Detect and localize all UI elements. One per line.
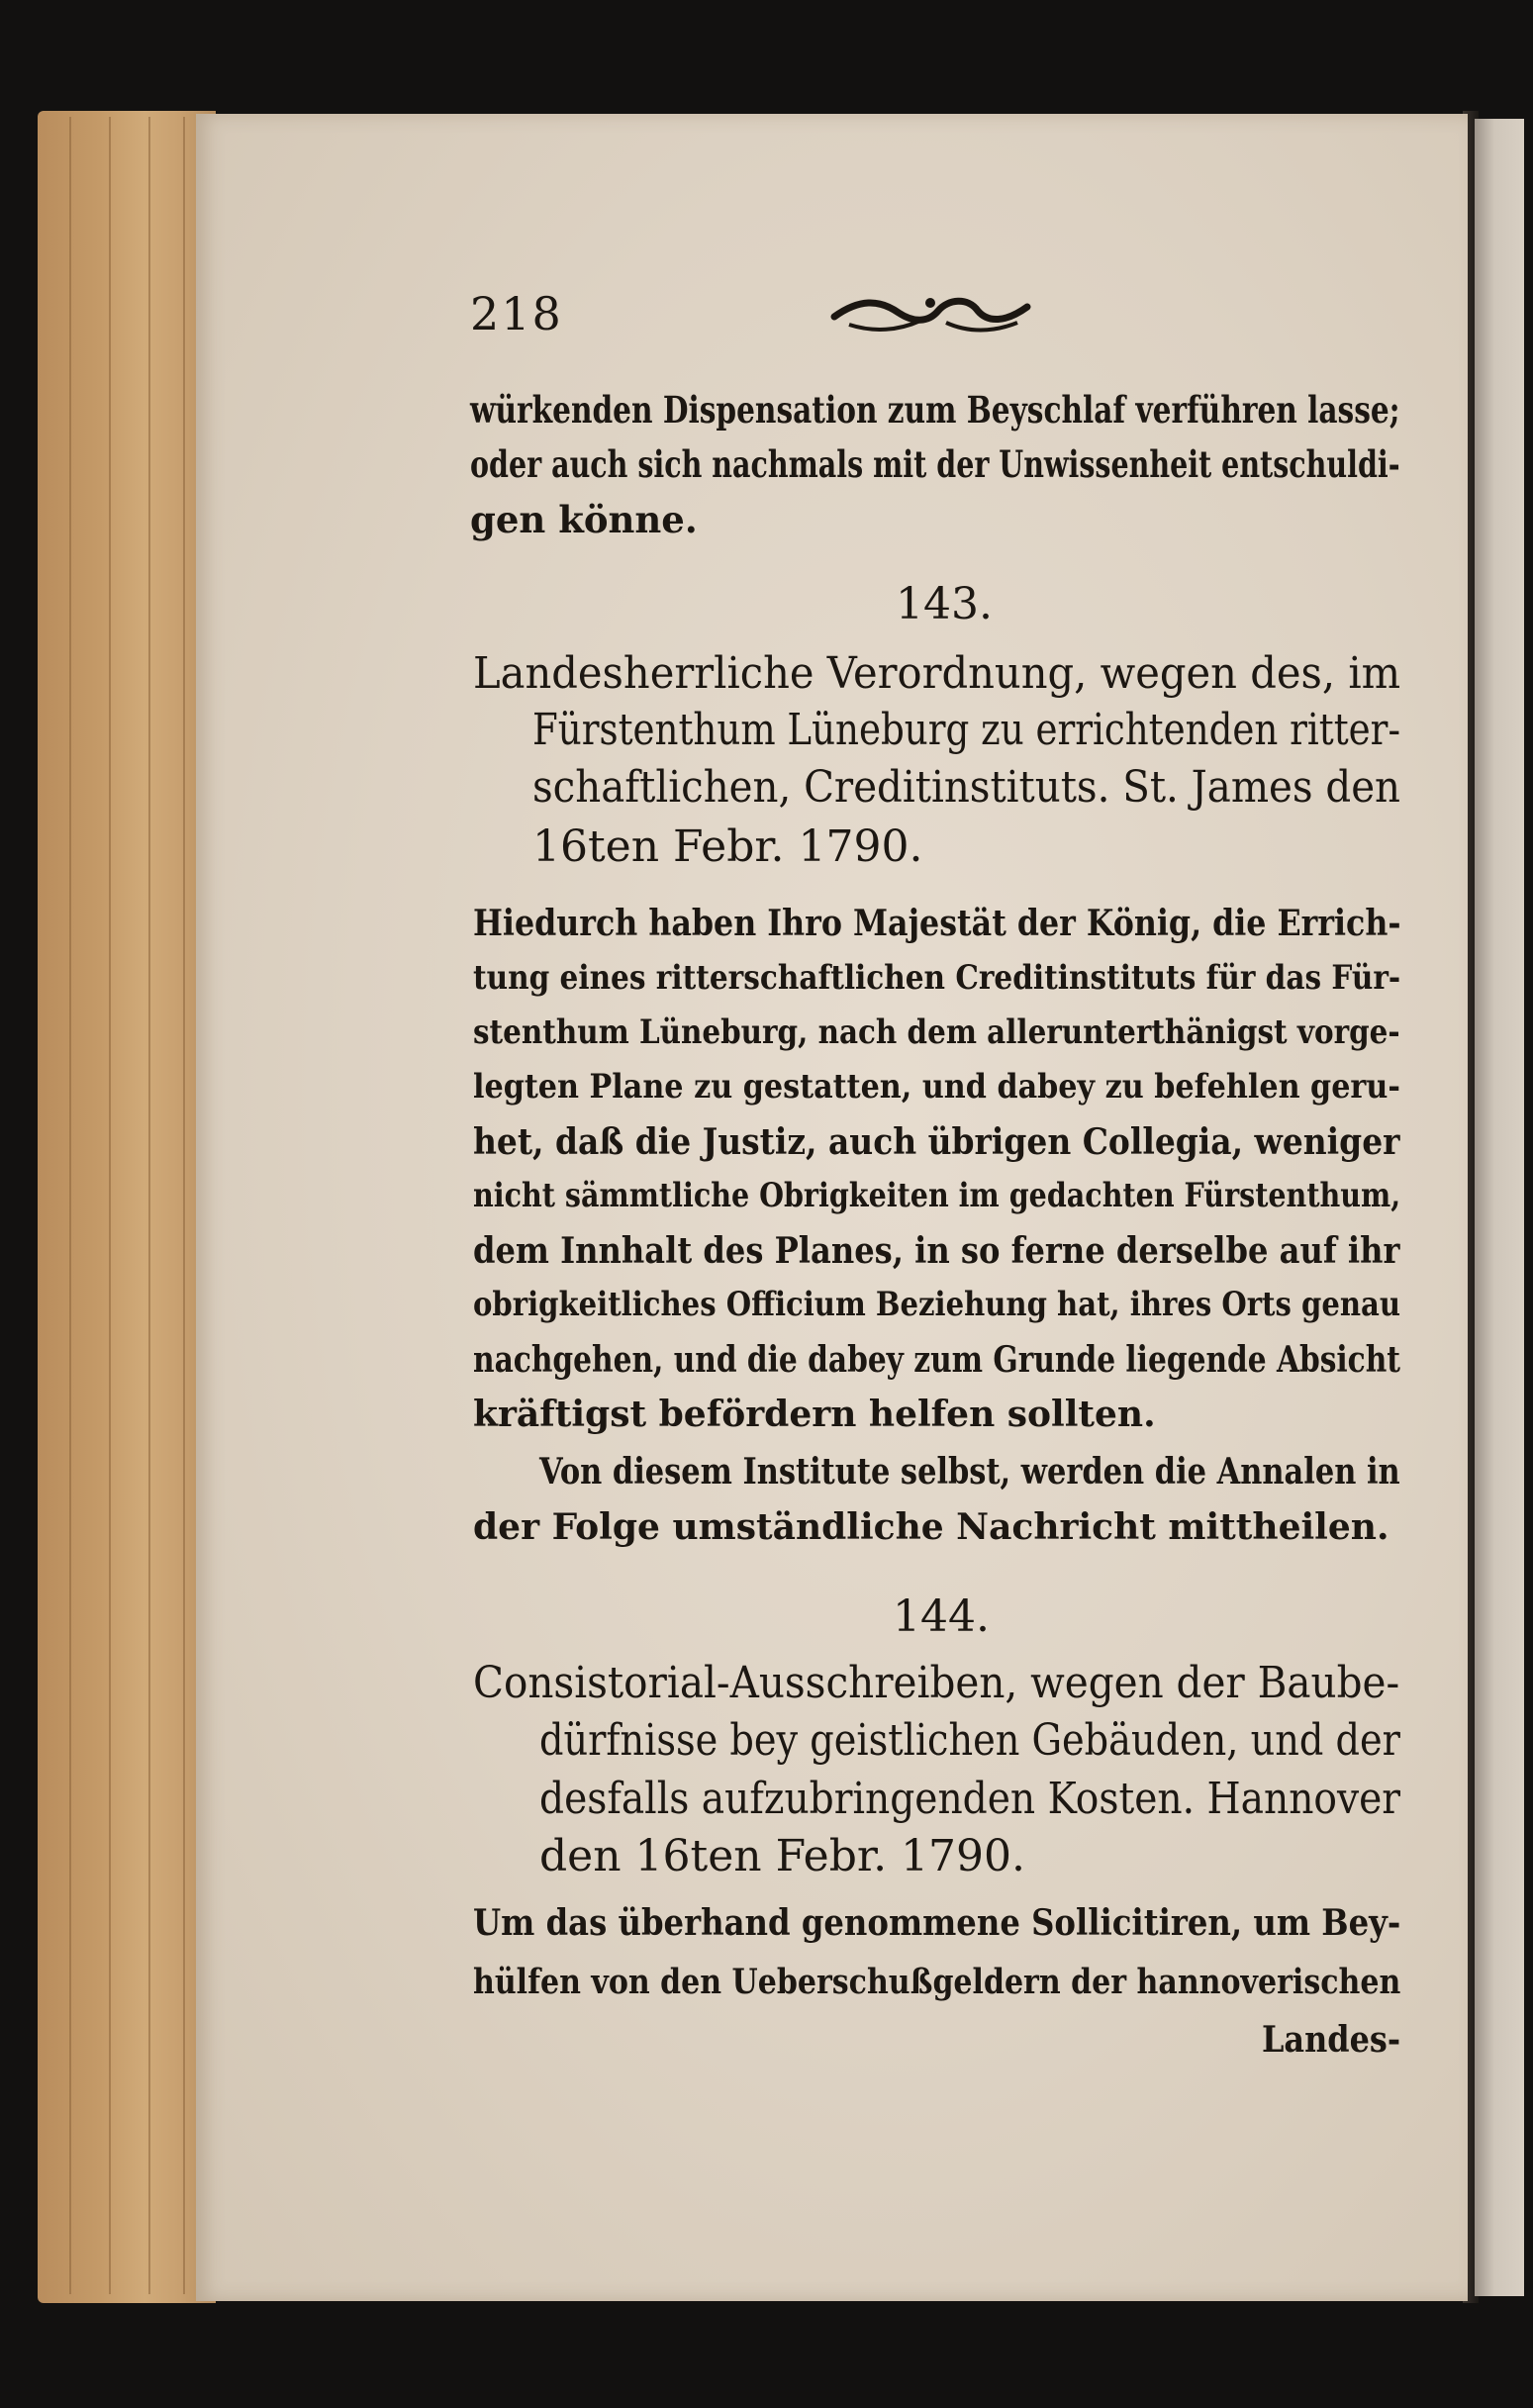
section-title-line: Consistorial-Ausschreiben, wegen der Baube-	[473, 1658, 1400, 1708]
text-line: kräftigst befördern helfen sollten.	[473, 1394, 1156, 1435]
section-title-line: Landesherrliche Verordnung, wegen des, im	[473, 648, 1401, 699]
text-line: nicht sämmtliche Obrigkeiten im gedachten Fürstenthum,	[473, 1176, 1401, 1215]
text-line: gen könne.	[470, 498, 698, 541]
text-line: hülfen von den Ueberschußgeldern der hannoverischen	[473, 1962, 1401, 2002]
page-edge-line	[69, 117, 71, 2294]
text-line: dem Innhalt des Planes, in so ferne derselbe auf ihr	[473, 1230, 1400, 1272]
text-line: würkenden Dispensation zum Beyschlaf verführen lasse;	[470, 388, 1400, 432]
text-line: Hiedurch haben Ihro Majestät der König, die Errich-	[473, 903, 1401, 944]
facing-page-edge	[1475, 119, 1524, 2296]
text-line: Um das überhand genommene Sollicitiren, um Bey-	[473, 1902, 1401, 1944]
section-title-line: den 16ten Febr. 1790.	[539, 1831, 1026, 1881]
text-line: nachgehen, und die dabey zum Grunde liegende Absicht	[473, 1339, 1401, 1381]
text-line: obrigkeitliches Officium Beziehung hat, ihres Orts genau	[473, 1285, 1401, 1324]
section-title-line: Fürstenthum Lüneburg zu errichtenden ritter-	[532, 705, 1401, 755]
text-line: Von diesem Institute selbst, werden die Annalen in	[539, 1451, 1400, 1493]
section-title-line: desfalls aufzubringenden Kosten. Hannover	[539, 1774, 1401, 1824]
text-line: oder auch sich nachmals mit der Unwissenheit entschuldi-	[470, 442, 1400, 486]
text-line: tung eines ritterschaftlichen Creditinstituts für das Für-	[473, 958, 1401, 998]
section-title-line: 16ten Febr. 1790.	[532, 821, 923, 872]
catchword: Landes-	[1262, 2019, 1401, 2061]
page-edge-line	[183, 117, 185, 2294]
ornament-icon	[829, 289, 1032, 338]
section-number: 143.	[896, 579, 993, 629]
text-line: stenthum Lüneburg, nach dem allerunterthänigst vorge-	[473, 1012, 1400, 1052]
text-line: der Folge umständliche Nachricht mittheilen.	[473, 1506, 1389, 1548]
book-page-edges	[38, 111, 216, 2303]
page-number: 218	[470, 287, 563, 340]
section-title-line: schaftlichen, Creditinstituts. St. James den	[532, 762, 1401, 813]
text-line: legten Plane zu gestatten, und dabey zu befehlen geru-	[473, 1067, 1400, 1107]
section-title-line: dürfnisse bey geistlichen Gebäuden, und der	[539, 1715, 1400, 1766]
page-edge-line	[109, 117, 111, 2294]
text-line: het, daß die Justiz, auch übrigen Collegia, weniger	[473, 1121, 1400, 1163]
page-edge-line	[148, 117, 150, 2294]
section-number: 144.	[893, 1591, 990, 1642]
